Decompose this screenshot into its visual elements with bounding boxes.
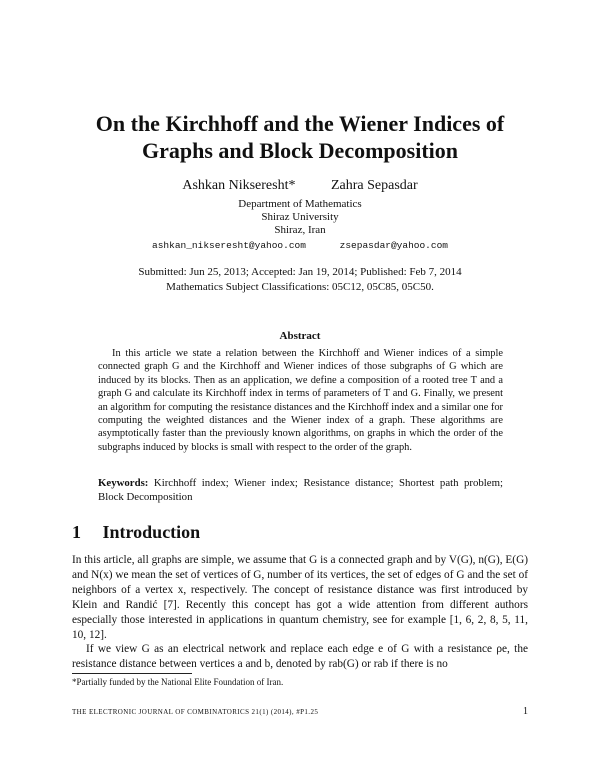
footnote: *Partially funded by the National Elite Foundation of Iran.	[72, 677, 284, 687]
submission-dates: Submitted: Jun 25, 2013; Accepted: Jan 19, 2014; Published: Feb 7, 2014	[138, 266, 462, 278]
email-1[interactable]: ashkan_nikseresht@yahoo.com	[152, 240, 306, 251]
keywords-text: Kirchhoff index; Wiener index; Resistance distance; Shortest path problem; Block Decomposition	[98, 477, 503, 503]
journal-citation: THE ELECTRONIC JOURNAL OF COMBINATORICS 21(1) (2014), #P1.25	[72, 708, 319, 716]
author-emails	[60, 240, 540, 251]
title-line-1: On the Kirchhoff and the Wiener Indices of	[95, 111, 505, 136]
title-line-2: Graphs and Block Decomposition	[142, 138, 458, 163]
author-1: Ashkan Nikseresht*	[182, 178, 296, 193]
footnote-rule	[72, 673, 192, 674]
email-2[interactable]: zsepasdar@yahoo.com	[339, 240, 448, 251]
keywords	[98, 476, 503, 504]
subject-classification: Mathematics Subject Classifications: 05C12, 05C85, 05C50.	[166, 281, 434, 293]
section-heading	[72, 522, 532, 543]
author-2: Zahra Sepasdar	[330, 178, 418, 193]
publication-info	[60, 265, 540, 295]
author-list	[60, 178, 540, 194]
page-footer	[72, 706, 528, 716]
page-number: 1	[523, 706, 528, 717]
keywords-label: Keywords:	[98, 477, 149, 489]
affiliation	[100, 198, 500, 237]
affiliation-location: Shiraz, Iran	[274, 224, 326, 236]
abstract-text: In this article we state a relation between the Kirchhoff and Wiener indices of a simple connected graph G and the Kirchhoff and Wiener indices of those subgraphs of G which are induced by its blocks. Then as an application, we define a composition of a rooted tree T and a graph G and calculate its Kirchhoff index in terms of parameters of T and G. Finally, we present an algorithm for computing the resistance distances and the Kirchhoff index and a similar one for computing the weighted distances and the Wiener index of a graph. These algorithms are asymptotically faster than the previously known algorithms, on graphs in which the order of the subgraphs induced by blocks is small with respect to the order of the graph.	[98, 348, 503, 453]
intro-paragraph-2: If we view G as an electrical network and replace each edge e of G with a resistance ρe, the resistance distance between vertices a and b, denoted by rab(G) or rab if there is no	[72, 643, 528, 670]
affiliation-university: Shiraz University	[261, 211, 339, 223]
affiliation-department: Department of Mathematics	[238, 198, 362, 210]
abstract-heading: Abstract	[279, 330, 321, 342]
paper-title	[40, 110, 560, 164]
section-title: Introduction	[102, 522, 201, 542]
intro-paragraph-1: In this article, all graphs are simple, we assume that G is a connected graph and by V(G), n(G), E(G) and N(x) we mean the set of vertices of G, number of its vertices, the set of edges of G and the set of neighbors of a vertex x, respectively. The concept of resistance distance was first introduced by Klein and Randić [7]. Recently this concept has got a wide attention from different authors especially those interested in applications in quantum chemistry, see for example [1, 6, 2, 8, 5, 11, 10, 12].	[72, 554, 528, 641]
section-number: 1	[72, 522, 81, 542]
